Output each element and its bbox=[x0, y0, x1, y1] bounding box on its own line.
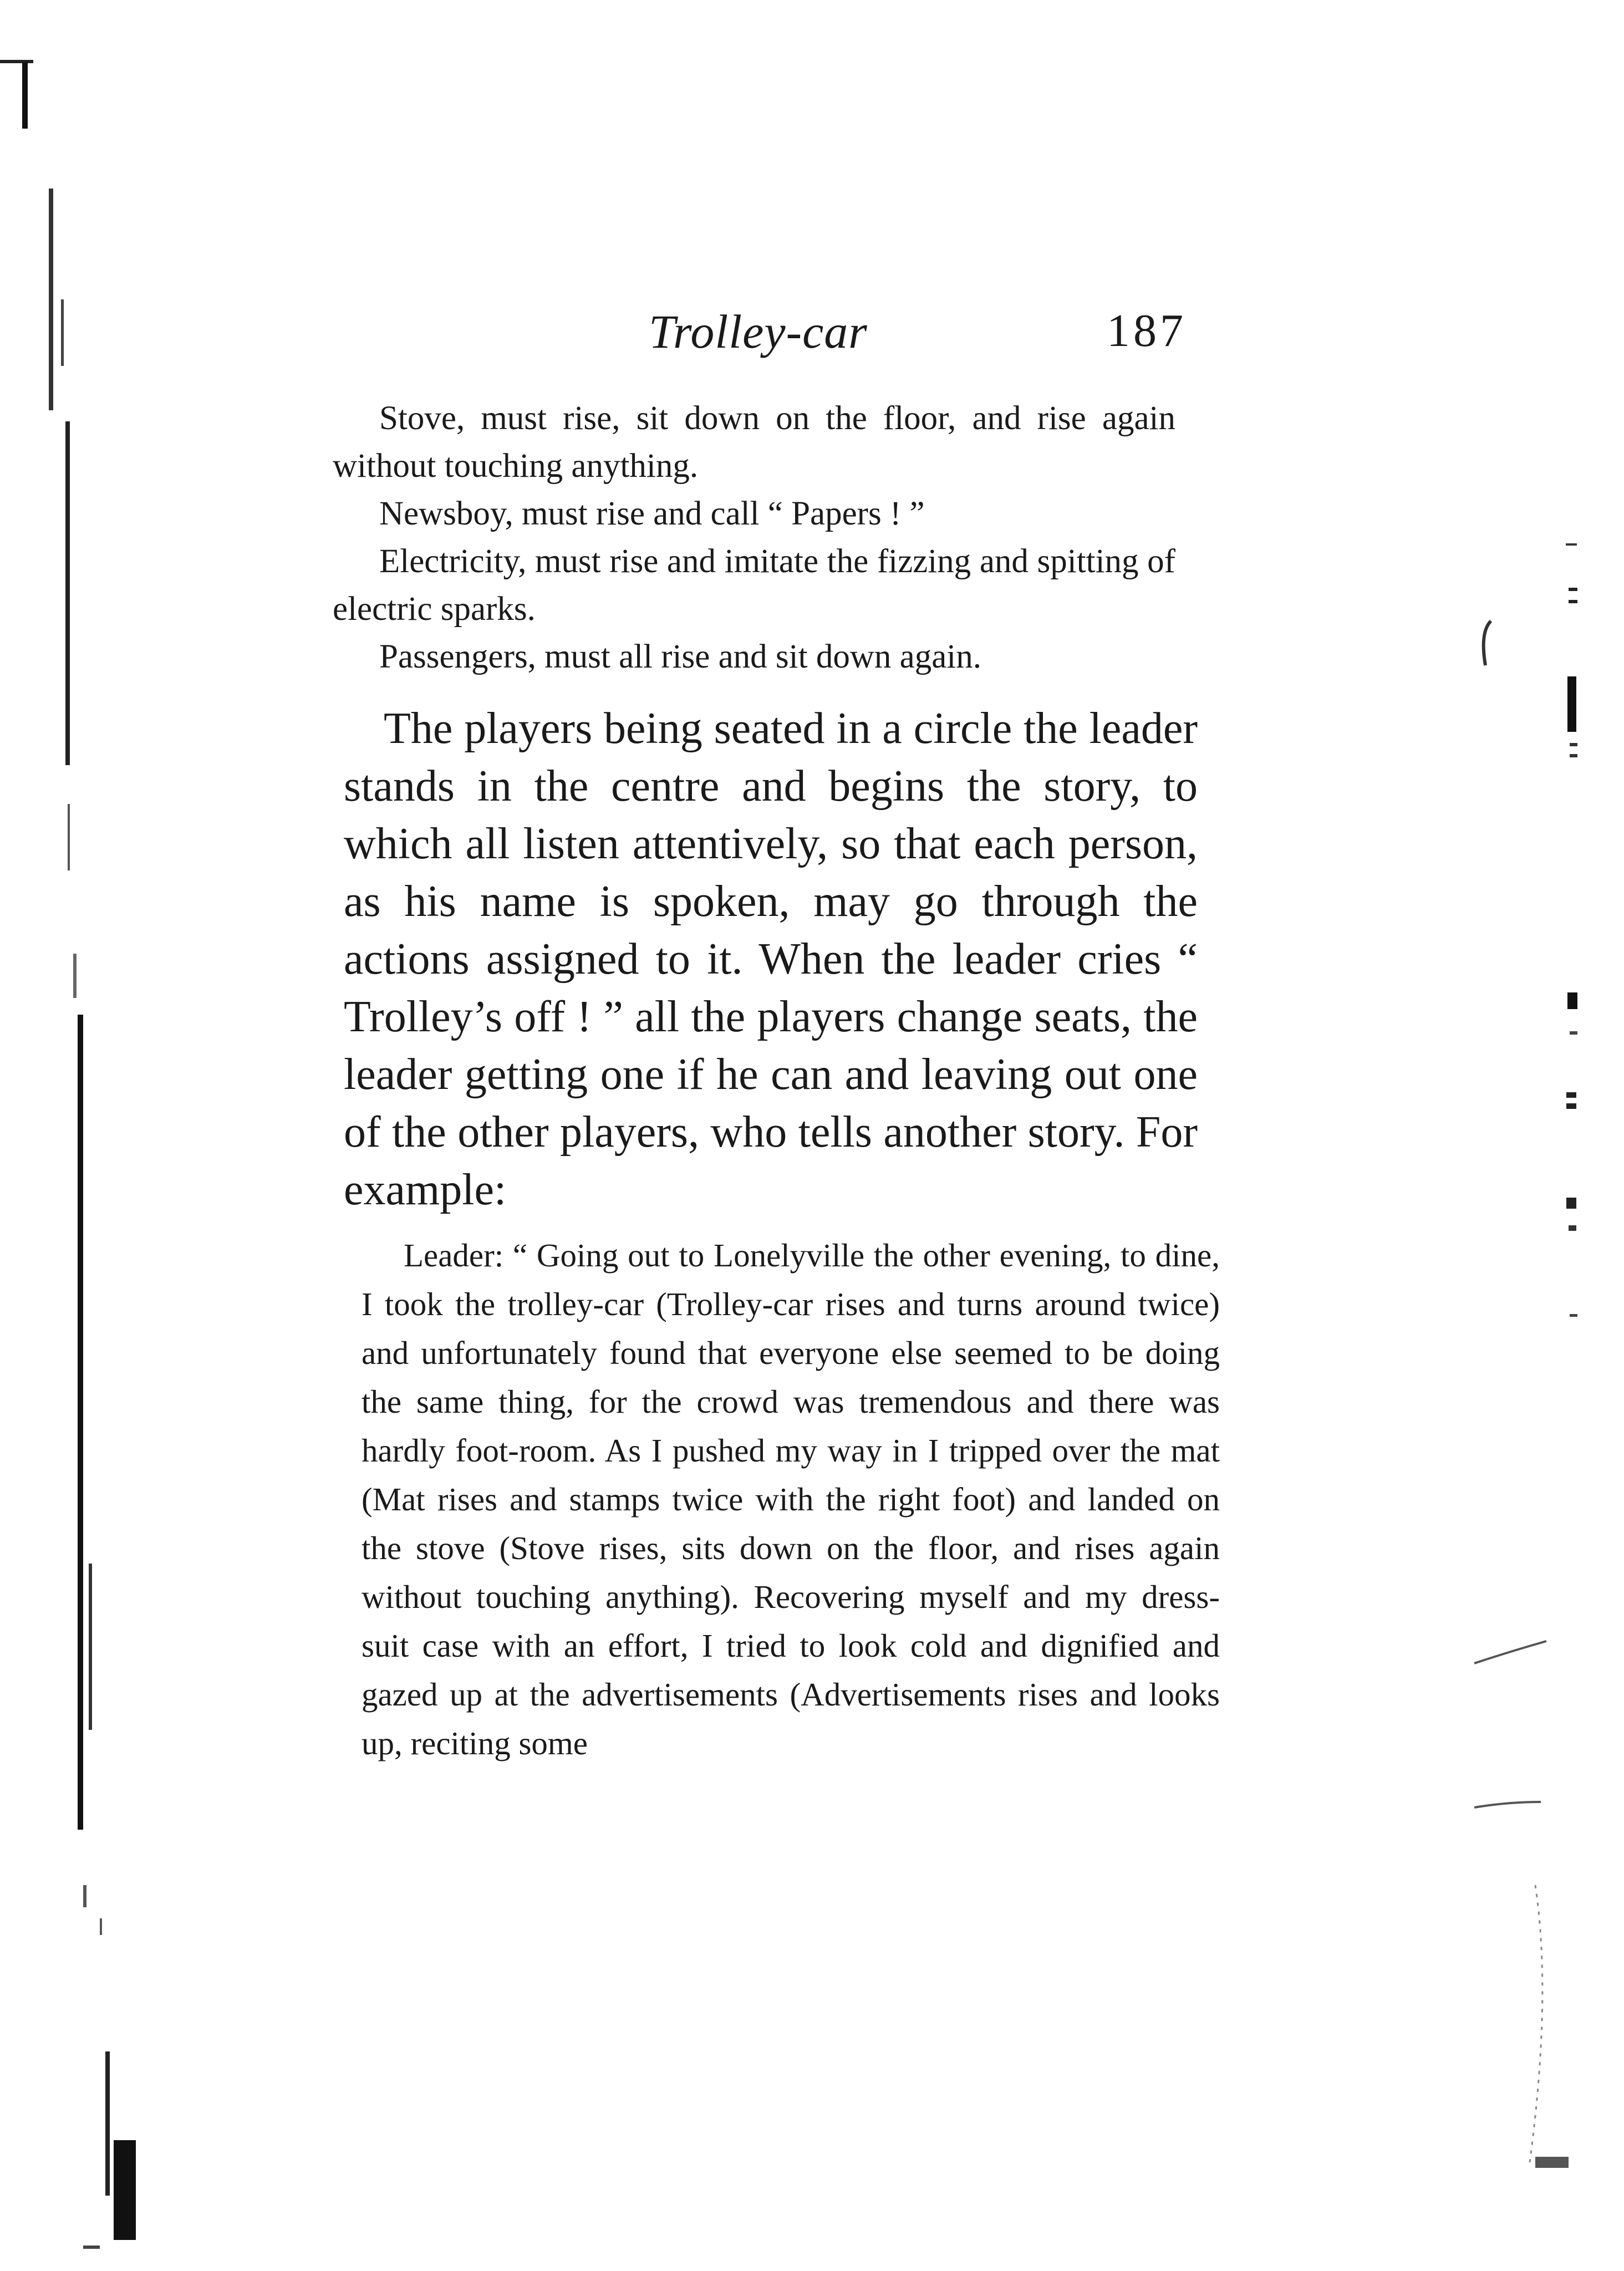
role-electricity: Electricity, must rise and imitate the fizzing and spitting of electric sparks. bbox=[333, 543, 1175, 628]
scan-margin-specks bbox=[1469, 0, 1624, 2271]
role-list bbox=[333, 395, 1175, 681]
scan-binding-edge bbox=[0, 0, 144, 2271]
role-stove: Stove, must rise, sit down on the floor, and rise again without touching anything. bbox=[333, 400, 1175, 485]
running-head bbox=[333, 304, 1187, 365]
instructions-paragraph: The players being seated in a circle the leader stands in the centre and begins the story, to which all listen attentively, so that each person, as his name is spoken, may go through the actions assigned to it. When the leader cries “ Trolley’s off ! ” all the players change seats, the leader getting one if he can and leaving out one of the other players, who tells another story. For example: bbox=[344, 704, 1198, 1214]
page-number: 187 bbox=[1107, 305, 1187, 357]
running-title: Trolley-car bbox=[649, 305, 868, 358]
example-paragraph: Leader: “ Going out to Lonelyville the other evening, to dine, I took the trolley-car (Trolley-car rises and turns around twice) and unfortunately found that everyone else seemed to be doing the same thing, for the crowd was tremendous and there was hardly foot-room. As I pushed my way in I tripped over the mat (Mat rises and stamps twice with the right foot) and landed on the stove (Stove rises, sits down on the floor, and rises again without touching anything). Recovering myself and my dress-suit case with an effort, I tried to look cold and dignified and gazed up at the advertisements (Advertisements rises and looks up, reciting some bbox=[362, 1237, 1220, 1761]
role-newsboy: Newsboy, must rise and call “ Papers ! ” bbox=[379, 495, 925, 532]
role-passengers: Passengers, must all rise and sit down again. bbox=[379, 638, 981, 675]
